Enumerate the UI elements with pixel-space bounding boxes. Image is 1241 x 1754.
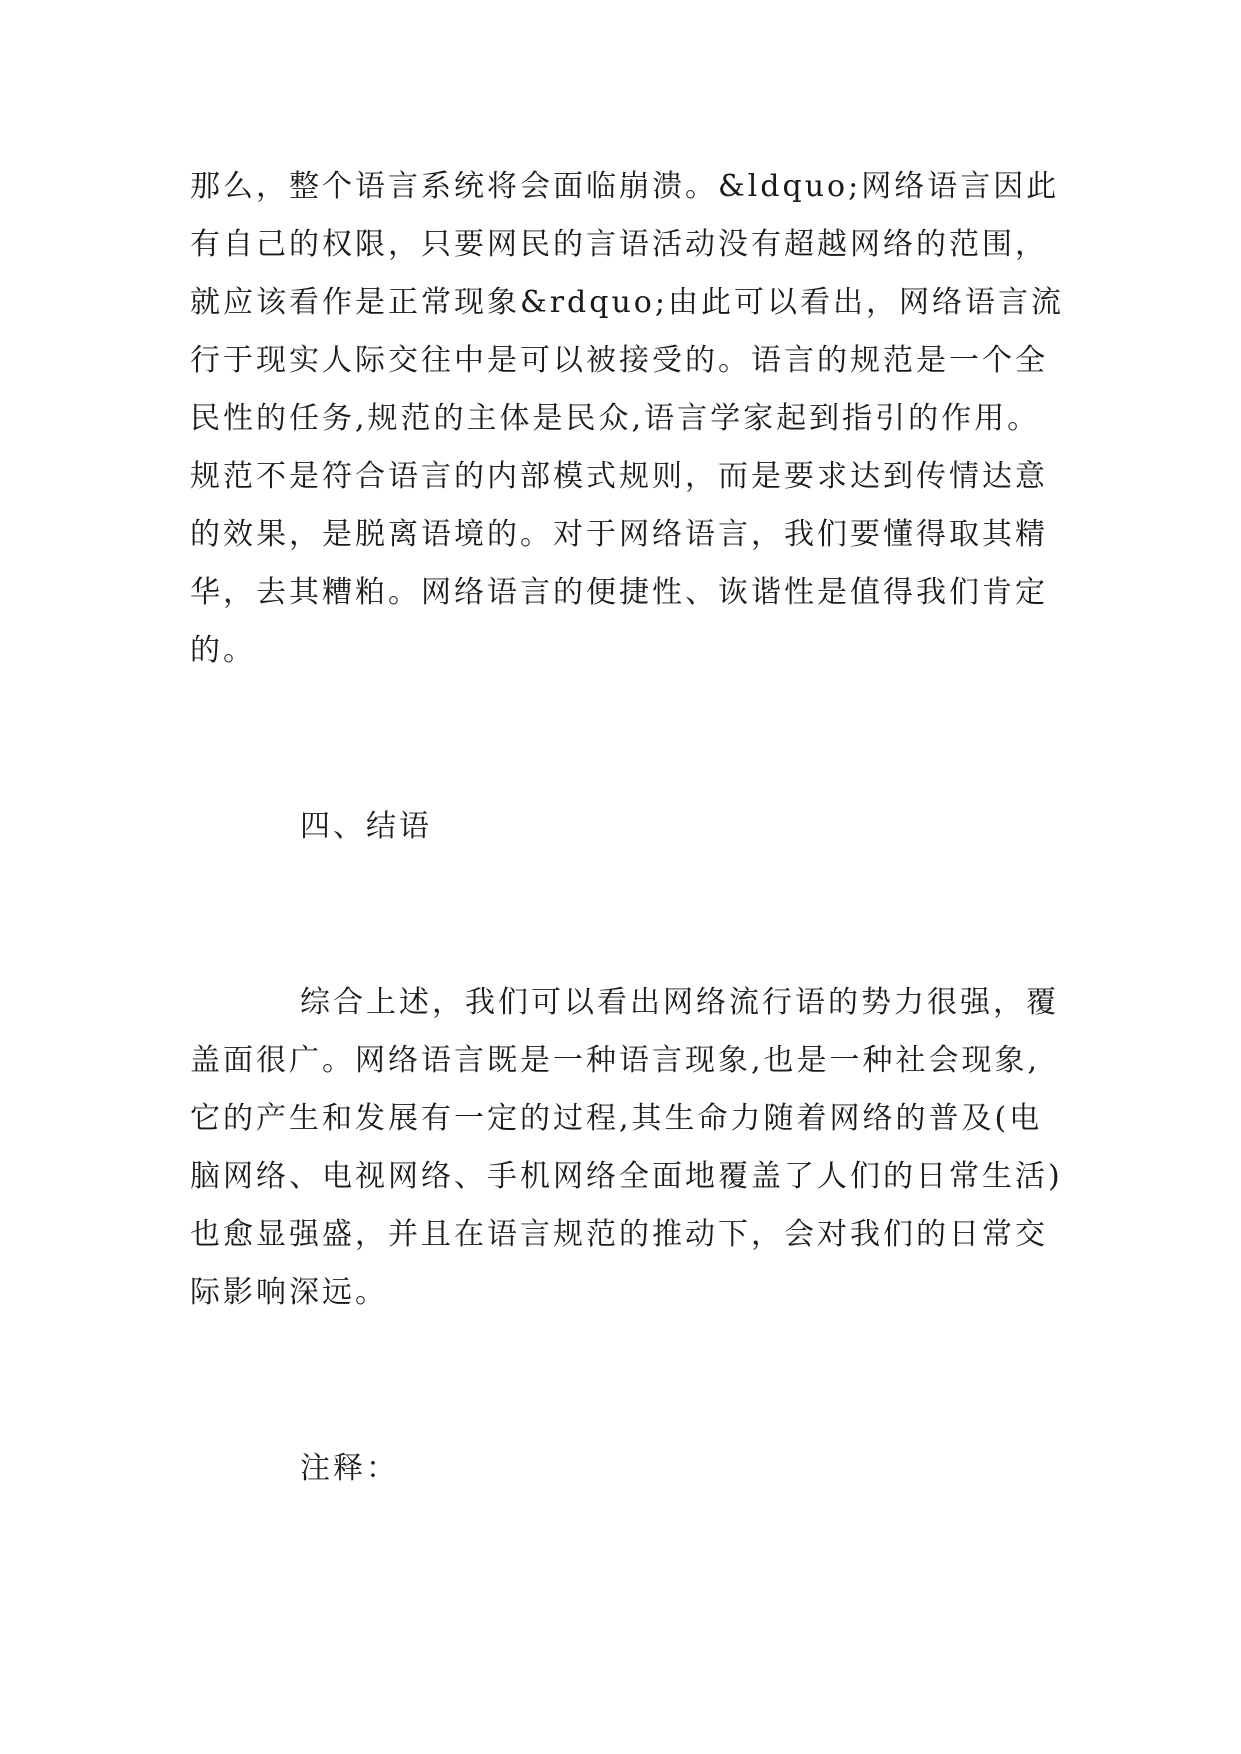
section-heading: 四、结语 — [300, 809, 432, 844]
paragraph-2-line-4: 脑网络、电视网络、手机网络全面地覆盖了人们的日常生活) — [190, 1159, 1063, 1194]
paragraph-1-line-7: 的效果，是脱离语境的。对于网络语言，我们要懂得取其精 — [190, 517, 1048, 552]
paragraph-1-line-8: 华，去其糟粕。网络语言的便捷性、诙谐性是值得我们肯定 — [190, 575, 1048, 610]
paragraph-1-line-3: 就应该看作是正常现象&rdquo;由此可以看出，网络语言流 — [190, 285, 1064, 320]
paragraph-1-line-9: 的。 — [190, 633, 256, 668]
paragraph-1-line-5: 民性的任务,规范的主体是民众,语言学家起到指引的作用。 — [190, 401, 1041, 436]
paragraph-2-line-1: 综合上述，我们可以看出网络流行语的势力很强，覆 — [300, 985, 1059, 1020]
paragraph-2-line-5: 也愈显强盛，并且在语言规范的推动下，会对我们的日常交 — [190, 1217, 1048, 1252]
paragraph-2-line-6: 际影响深远。 — [190, 1275, 388, 1310]
notes-heading: 注释： — [300, 1451, 399, 1486]
paragraph-1-line-6: 规范不是符合语言的内部模式规则，而是要求达到传情达意 — [190, 459, 1048, 494]
paragraph-1-line-1: 那么，整个语言系统将会面临崩溃。&ldquo;网络语言因此 — [190, 169, 1060, 204]
paragraph-1-line-2: 有自己的权限，只要网民的言语活动没有超越网络的范围， — [190, 227, 1048, 262]
paragraph-2-line-2: 盖面很广。网络语言既是一种语言现象,也是一种社会现象, — [190, 1043, 1041, 1078]
paragraph-1-line-4: 行于现实人际交往中是可以被接受的。语言的规范是一个全 — [190, 343, 1048, 378]
paragraph-2-line-3: 它的产生和发展有一定的过程,其生命力随着网络的普及(电 — [190, 1101, 1043, 1136]
